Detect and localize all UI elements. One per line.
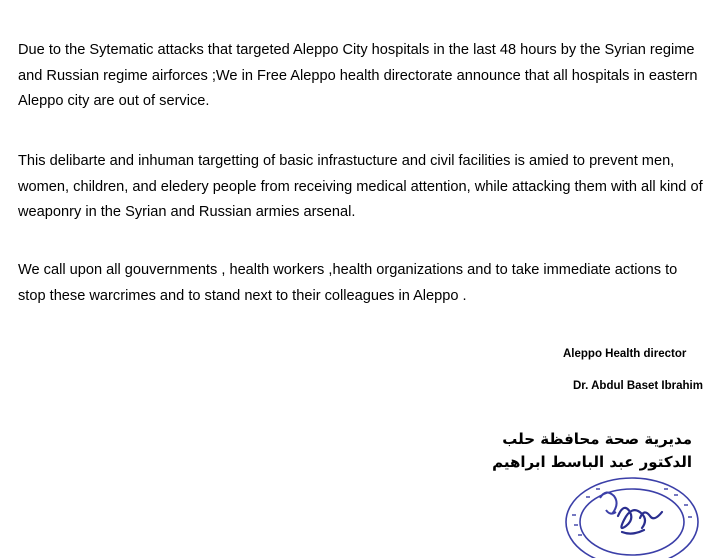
signature-name: Dr. Abdul Baset Ibrahim xyxy=(573,380,703,392)
arabic-name-line: الدكتور عبد الباسط ابراهيم xyxy=(492,453,692,471)
paragraph-condemnation: This delibarte and inhuman targetting of basic infrastucture and civil facilities is amied to prevent men, women, children, and eledery people from receiving medical attention, while attacking them with all kind of weaponry in the Syrian and Russian armies arsenal. xyxy=(18,153,703,220)
official-stamp-icon xyxy=(560,458,716,558)
paragraph-announcement: Due to the Sytematic attacks that targeted Aleppo City hospitals in the last 48 hours by the Syrian regime and Russian regime airforces ;We in Free Aleppo health directorate announce that all hospitals in eastern Aleppo city are out of service. xyxy=(18,42,698,109)
signature-title: Aleppo Health director xyxy=(563,348,687,360)
arabic-directorate-line: مديرية صحة محافظة حلب xyxy=(502,430,692,448)
paragraph-appeal: We call upon all gouvernments , health workers ,health organizations and to take immediate actions to stop these warcrimes and to stand next to their colleagues in Aleppo . xyxy=(18,262,678,304)
